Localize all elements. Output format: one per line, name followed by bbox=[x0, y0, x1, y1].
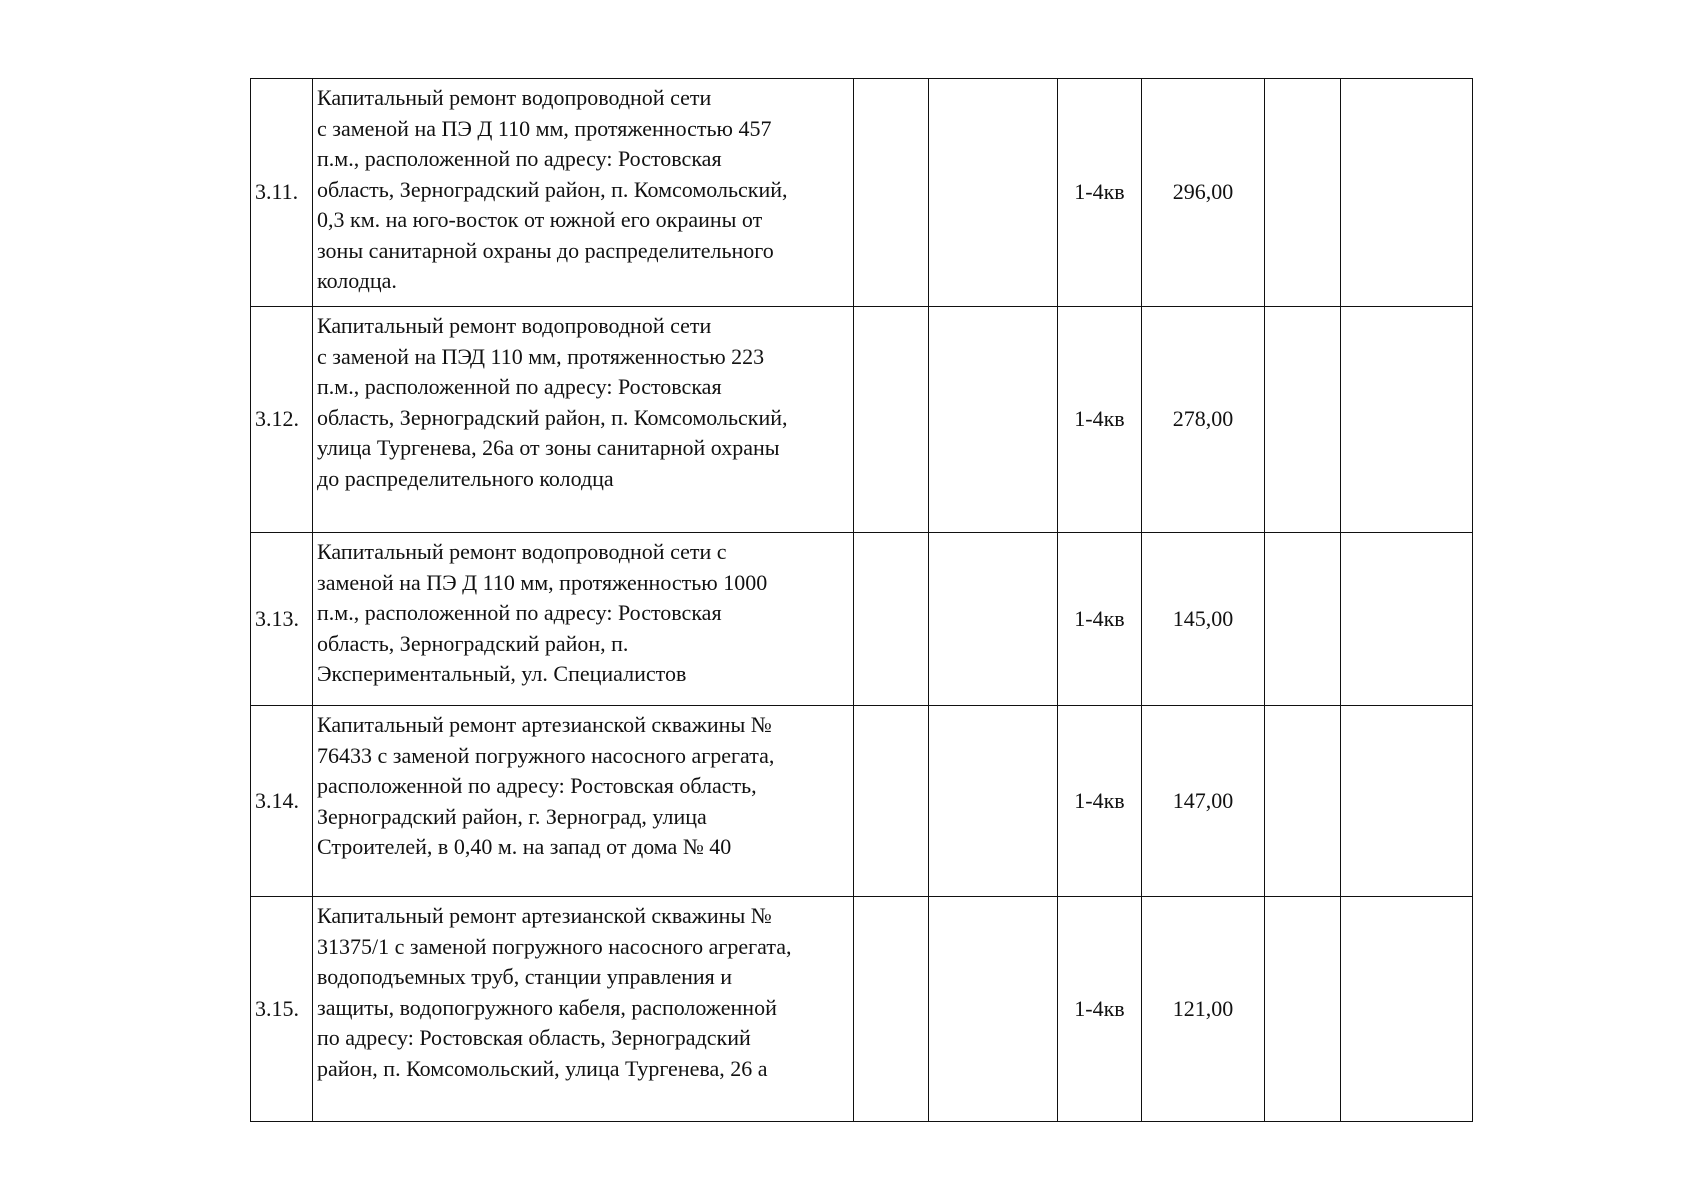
period-cell: 1-4кв bbox=[1058, 79, 1142, 307]
row-number: 3.14. bbox=[251, 706, 313, 897]
empty-cell bbox=[929, 897, 1058, 1122]
row-number: 3.12. bbox=[251, 307, 313, 533]
work-description-text: Капитальный ремонт водопроводной сети с заменой на ПЭД 110 мм, протяженностью 223 п.м., расположенной по адресу: Ростовская область, Зерноградский район, п. Комсомольский, улица Тургенева, 26а от зоны санитарной охраны до распределительного колодца bbox=[317, 313, 788, 491]
work-description bbox=[313, 533, 854, 706]
amount-cell: 278,00 bbox=[1142, 307, 1265, 533]
empty-cell bbox=[929, 533, 1058, 706]
work-description-text: Капитальный ремонт водопроводной сети с заменой на ПЭ Д 110 мм, протяженностью 457 п.м., расположенной по адресу: Ростовская область, Зерноградский район, п. Комсомольский, 0,3 км. на юго-восток от южной его окраины от зоны санитарной охраны до распределительного колодца. bbox=[317, 85, 788, 293]
empty-cell bbox=[1265, 533, 1341, 706]
amount-cell: 147,00 bbox=[1142, 706, 1265, 897]
period-cell: 1-4кв bbox=[1058, 533, 1142, 706]
empty-cell bbox=[1341, 533, 1473, 706]
amount-cell: 145,00 bbox=[1142, 533, 1265, 706]
table-row bbox=[251, 307, 1473, 533]
row-number: 3.13. bbox=[251, 533, 313, 706]
work-description bbox=[313, 706, 854, 897]
empty-cell bbox=[1341, 79, 1473, 307]
work-description-text: Капитальный ремонт артезианской скважины № 76433 с заменой погружного насосного агрегата, расположенной по адресу: Ростовская область, Зерноградский район, г. Зерноград, улица Строителей, в 0,40 м. на запад от дома № 40 bbox=[317, 712, 775, 859]
empty-cell bbox=[854, 897, 929, 1122]
period-cell: 1-4кв bbox=[1058, 706, 1142, 897]
amount-cell: 121,00 bbox=[1142, 897, 1265, 1122]
works-table bbox=[250, 78, 1473, 1122]
empty-cell bbox=[929, 79, 1058, 307]
work-description bbox=[313, 897, 854, 1122]
amount-cell: 296,00 bbox=[1142, 79, 1265, 307]
row-number: 3.11. bbox=[251, 79, 313, 307]
period-cell: 1-4кв bbox=[1058, 307, 1142, 533]
empty-cell bbox=[854, 533, 929, 706]
work-description bbox=[313, 79, 854, 307]
table-row bbox=[251, 706, 1473, 897]
table-row bbox=[251, 79, 1473, 307]
work-description-text: Капитальный ремонт артезианской скважины № 31375/1 с заменой погружного насосного агрегата, водоподъемных труб, станции управления и защиты, водопогружного кабеля, расположенной по адресу: Ростовская область, Зерноградский район, п. Комсомольский, улица Тургенева, 26 а bbox=[317, 903, 792, 1081]
empty-cell bbox=[929, 706, 1058, 897]
row-number: 3.15. bbox=[251, 897, 313, 1122]
empty-cell bbox=[1341, 307, 1473, 533]
empty-cell bbox=[1265, 706, 1341, 897]
empty-cell bbox=[854, 307, 929, 533]
work-description bbox=[313, 307, 854, 533]
empty-cell bbox=[1265, 307, 1341, 533]
empty-cell bbox=[1265, 79, 1341, 307]
empty-cell bbox=[854, 79, 929, 307]
table-row bbox=[251, 533, 1473, 706]
work-description-text: Капитальный ремонт водопроводной сети с заменой на ПЭ Д 110 мм, протяженностью 1000 п.м., расположенной по адресу: Ростовская область, Зерноградский район, п. Экспериментальный, ул. Специалистов bbox=[317, 539, 768, 686]
period-cell: 1-4кв bbox=[1058, 897, 1142, 1122]
empty-cell bbox=[1341, 706, 1473, 897]
empty-cell bbox=[929, 307, 1058, 533]
empty-cell bbox=[1265, 897, 1341, 1122]
empty-cell bbox=[854, 706, 929, 897]
table-row bbox=[251, 897, 1473, 1122]
empty-cell bbox=[1341, 897, 1473, 1122]
